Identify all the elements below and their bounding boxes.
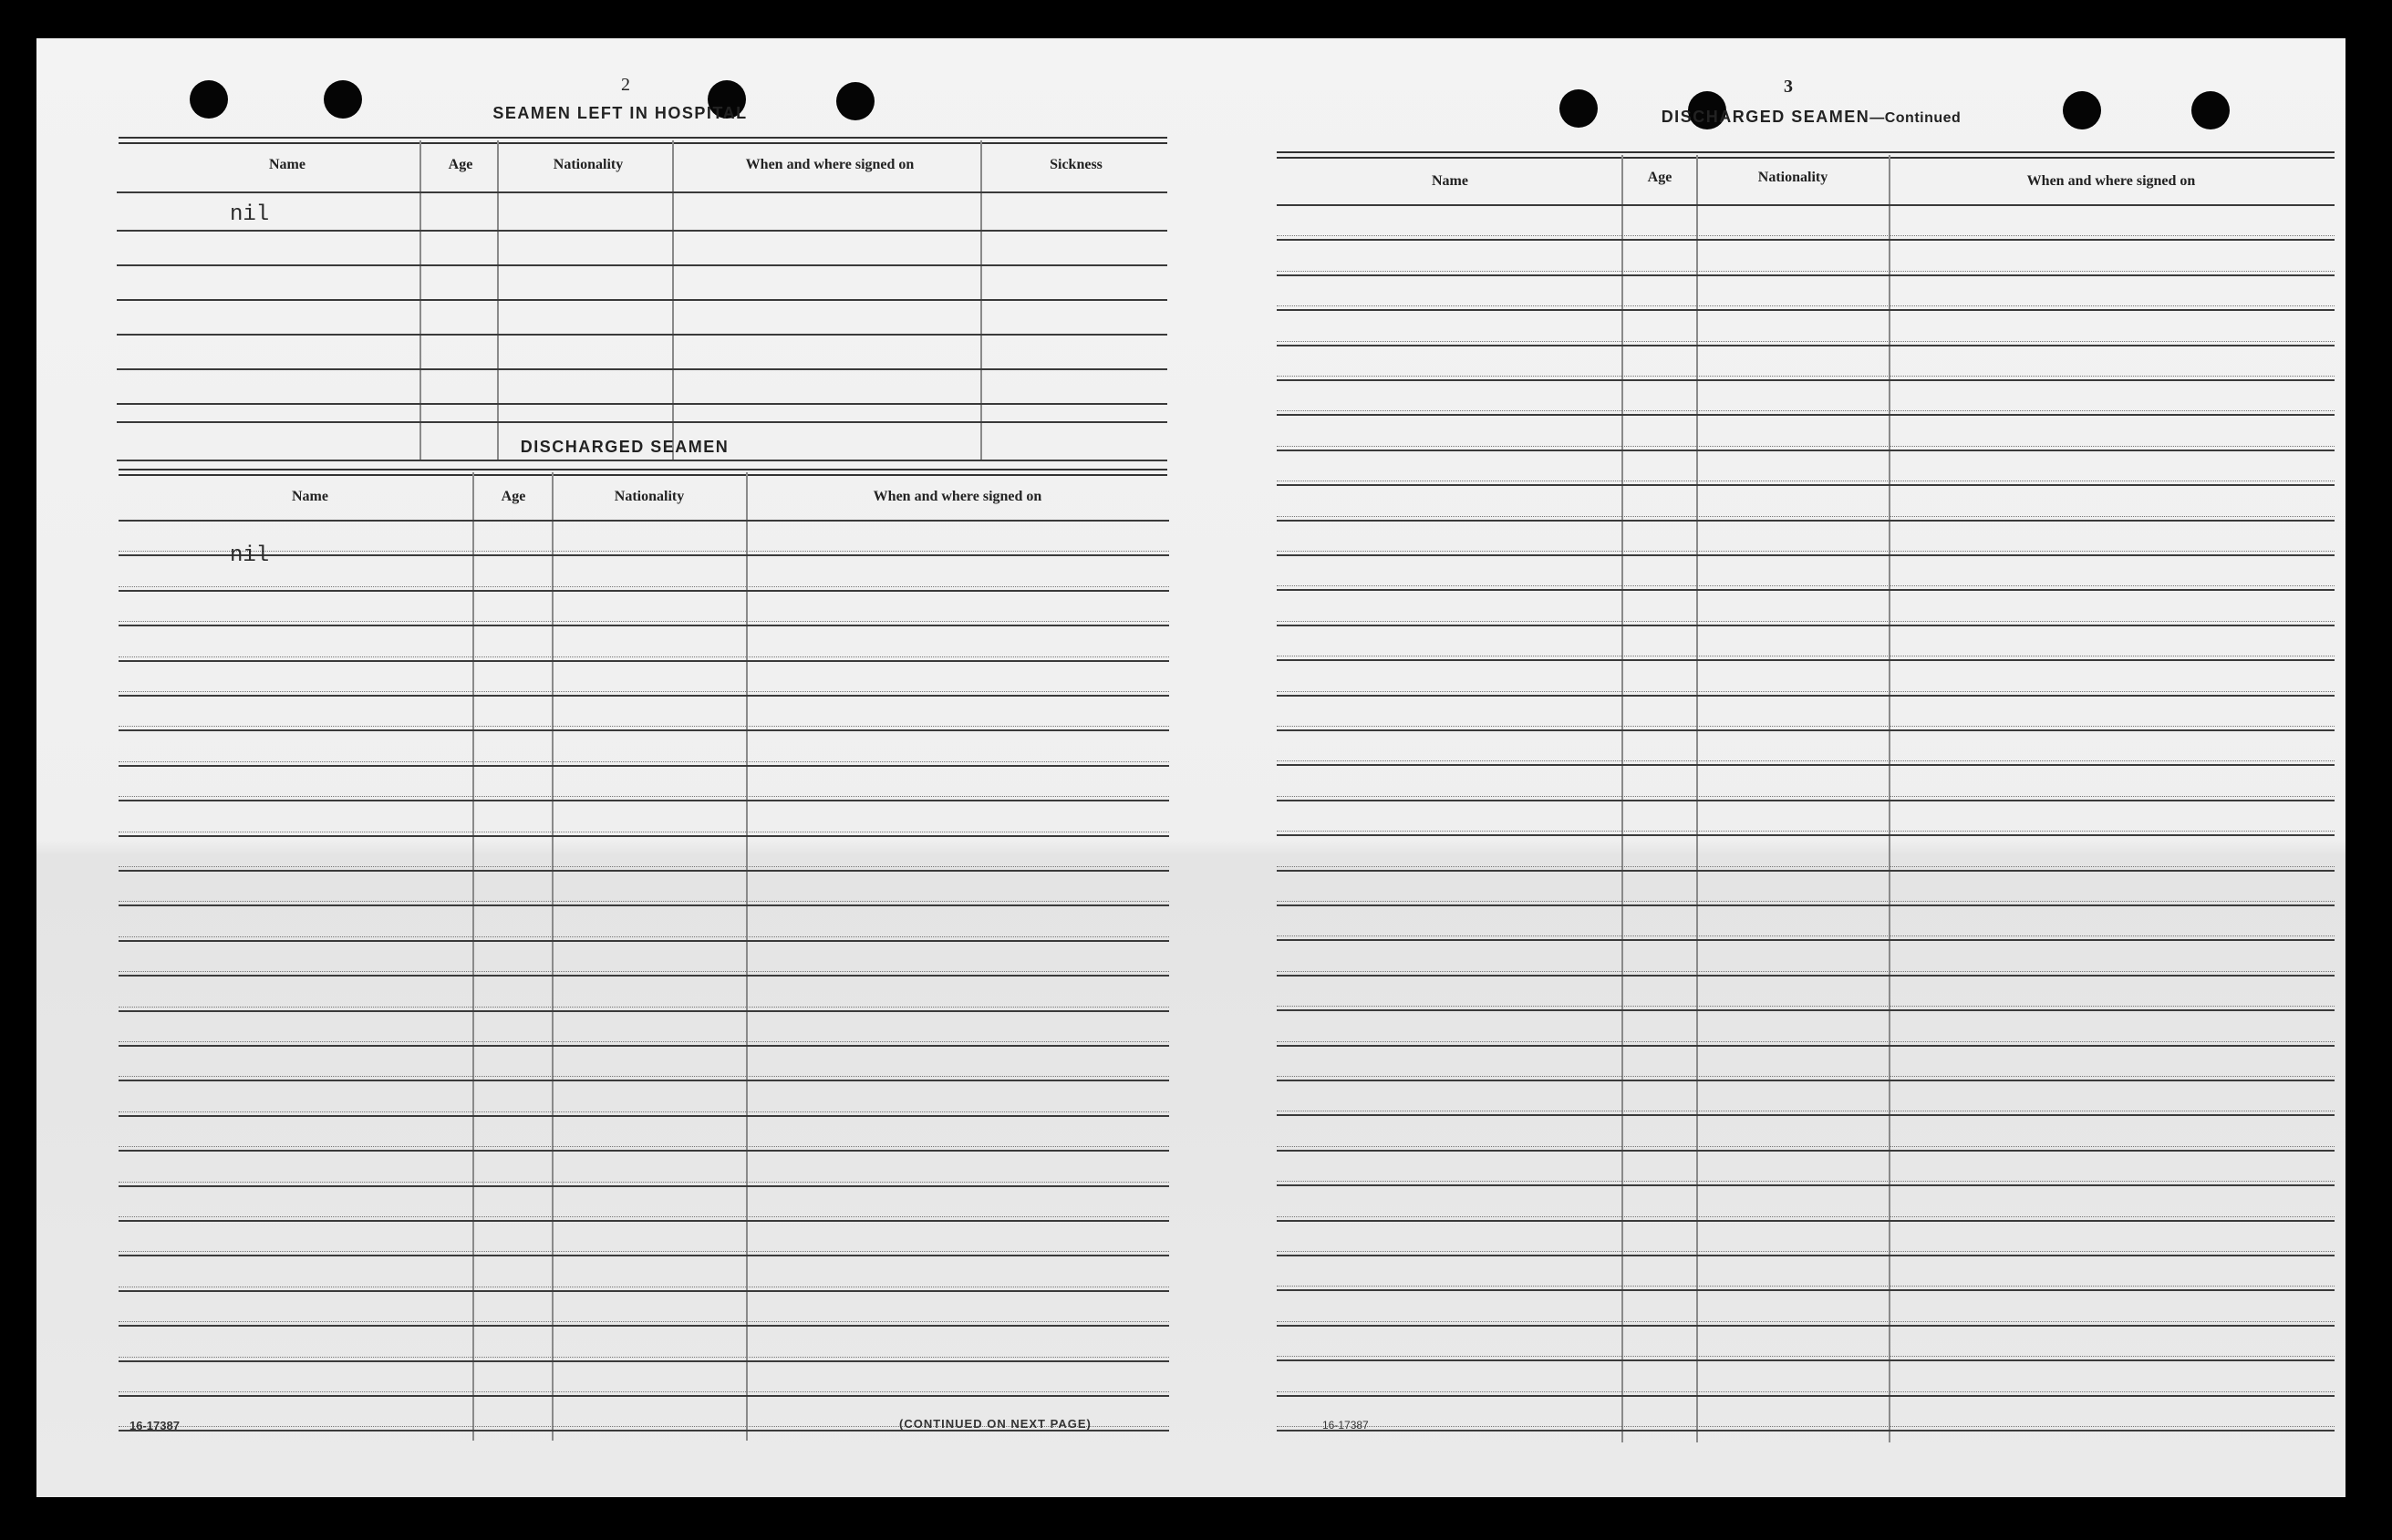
row-line — [119, 904, 1169, 906]
row-line — [1277, 1080, 2335, 1081]
column-divider — [552, 472, 554, 1441]
row-guide-line — [1277, 1391, 2335, 1392]
row-guide-line — [119, 1007, 1169, 1008]
row-line — [119, 1395, 1169, 1397]
column-divider — [980, 140, 982, 461]
row-line — [117, 230, 1167, 232]
row-line — [119, 1010, 1169, 1012]
row-guide-line — [1277, 305, 2335, 306]
row-guide-line — [119, 656, 1169, 657]
row-guide-line — [119, 1357, 1169, 1358]
col-header-age: Age — [501, 489, 526, 504]
row-line — [1277, 239, 2335, 241]
hospital-entry: nil — [230, 202, 270, 227]
col-header-name: Name — [1432, 173, 1468, 189]
row-line — [1277, 1255, 2335, 1256]
row-line — [1277, 695, 2335, 697]
row-line — [1277, 554, 2335, 556]
row-line — [119, 625, 1169, 626]
row-guide-line — [119, 726, 1169, 727]
col-header-name: Name — [292, 489, 328, 504]
row-guide-line — [119, 1216, 1169, 1217]
row-line — [119, 729, 1169, 731]
row-line — [1277, 659, 2335, 661]
row-guide-line — [119, 1251, 1169, 1252]
row-line — [119, 765, 1169, 767]
row-line — [119, 835, 1169, 837]
row-guide-line — [1277, 516, 2335, 517]
row-guide-line — [1277, 341, 2335, 342]
row-line — [119, 800, 1169, 801]
page-number: 2 — [621, 75, 630, 95]
row-guide-line — [119, 1041, 1169, 1042]
row-line — [119, 870, 1169, 872]
row-line — [1277, 1395, 2335, 1397]
row-line — [117, 334, 1167, 336]
row-line — [119, 660, 1169, 662]
row-guide-line — [1277, 621, 2335, 622]
row-guide-line — [119, 586, 1169, 587]
row-guide-line — [1277, 1321, 2335, 1322]
row-line — [119, 590, 1169, 592]
row-guide-line — [119, 551, 1169, 552]
col-header-nationality: Nationality — [614, 489, 685, 504]
column-divider — [672, 140, 674, 461]
title-main: DISCHARGED SEAMEN — [1661, 108, 1870, 126]
table-bottom-rule — [117, 460, 1167, 461]
header-rule — [119, 469, 1167, 476]
row-line — [1277, 274, 2335, 276]
row-line — [1277, 1114, 2335, 1116]
row-guide-line — [119, 691, 1169, 692]
row-guide-line — [1277, 691, 2335, 692]
row-guide-line — [1277, 585, 2335, 586]
row-guide-line — [1277, 901, 2335, 902]
column-divider — [472, 472, 474, 1441]
row-guide-line — [1277, 235, 2335, 236]
row-guide-line — [119, 1111, 1169, 1112]
form-number: 16-17387 — [129, 1419, 180, 1432]
row-line — [119, 554, 1169, 556]
row-guide-line — [1277, 726, 2335, 727]
row-guide-line — [119, 866, 1169, 867]
row-line — [1277, 729, 2335, 731]
row-guide-line — [1277, 1041, 2335, 1042]
row-line — [119, 1325, 1169, 1327]
row-guide-line — [1277, 1181, 2335, 1182]
row-guide-line — [1277, 410, 2335, 411]
row-line — [119, 1150, 1169, 1152]
row-guide-line — [119, 621, 1169, 622]
page-number: 3 — [1784, 77, 1793, 97]
row-line — [1277, 520, 2335, 522]
row-line — [117, 403, 1167, 405]
right-page — [1186, 38, 2345, 1497]
row-line — [1277, 484, 2335, 486]
row-guide-line — [1277, 831, 2335, 832]
row-line — [117, 299, 1167, 301]
row-guide-line — [1277, 866, 2335, 867]
row-guide-line — [1277, 1216, 2335, 1217]
row-line — [1277, 414, 2335, 416]
col-header-nationality: Nationality — [1757, 170, 1828, 185]
row-guide-line — [119, 971, 1169, 972]
row-guide-line — [1277, 1076, 2335, 1077]
row-guide-line — [1277, 446, 2335, 447]
title-suffix: —Continued — [1869, 110, 1962, 126]
row-line — [1277, 1430, 2335, 1431]
row-line — [119, 1080, 1169, 1081]
row-guide-line — [1277, 760, 2335, 761]
row-guide-line — [119, 1146, 1169, 1147]
row-line — [1277, 764, 2335, 766]
row-guide-line — [1277, 1006, 2335, 1007]
row-line — [1277, 870, 2335, 872]
row-line — [1277, 1009, 2335, 1011]
col-header-sickness: Sickness — [1050, 157, 1103, 172]
row-guide-line — [1277, 551, 2335, 552]
row-line — [1277, 939, 2335, 941]
row-line — [1277, 975, 2335, 977]
document-sheet — [36, 38, 2345, 1497]
row-line — [119, 1045, 1169, 1047]
row-guide-line — [1277, 271, 2335, 272]
row-line — [119, 1185, 1169, 1187]
section-title-discharged-continued — [1620, 108, 2003, 127]
row-line — [1277, 1220, 2335, 1222]
row-guide-line — [119, 1391, 1169, 1392]
header-rule — [1277, 151, 2335, 159]
col-header-name: Name — [269, 157, 305, 172]
row-guide-line — [1277, 796, 2335, 797]
row-guide-line — [119, 901, 1169, 902]
column-divider — [419, 140, 421, 461]
row-guide-line — [1277, 1426, 2335, 1427]
row-line — [117, 368, 1167, 370]
row-line — [1277, 589, 2335, 591]
row-line — [119, 940, 1169, 942]
row-line — [1277, 1045, 2335, 1047]
row-line — [1277, 834, 2335, 836]
row-guide-line — [1277, 935, 2335, 936]
row-line — [119, 1115, 1169, 1117]
row-line — [1277, 904, 2335, 906]
col-header-age: Age — [1647, 170, 1672, 185]
row-line — [119, 1220, 1169, 1222]
row-line — [119, 1290, 1169, 1292]
row-guide-line — [119, 796, 1169, 797]
row-line — [119, 695, 1169, 697]
row-guide-line — [1277, 1286, 2335, 1287]
row-guide-line — [1277, 1356, 2335, 1357]
row-line — [1277, 1289, 2335, 1291]
row-line — [1277, 800, 2335, 801]
header-rule — [119, 137, 1167, 144]
row-guide-line — [1277, 1146, 2335, 1147]
section-title-discharged: DISCHARGED SEAMEN — [520, 438, 730, 456]
row-guide-line — [1277, 1251, 2335, 1252]
row-line — [1277, 1325, 2335, 1327]
col-header-signed-on: When and where signed on — [873, 489, 1042, 504]
row-line — [119, 975, 1169, 977]
col-header-signed-on: When and where signed on — [745, 157, 915, 172]
row-line — [1277, 379, 2335, 381]
row-line — [119, 520, 1169, 522]
row-guide-line — [119, 936, 1169, 937]
left-page — [36, 38, 1186, 1497]
col-header-nationality: Nationality — [553, 157, 624, 172]
row-line — [1277, 1359, 2335, 1361]
row-guide-line — [119, 1182, 1169, 1183]
row-guide-line — [119, 1321, 1169, 1322]
continued-note: (CONTINUED ON NEXT PAGE) — [899, 1417, 1092, 1431]
row-line — [1277, 450, 2335, 451]
row-line — [117, 421, 1167, 423]
col-header-signed-on: When and where signed on — [2026, 173, 2196, 189]
column-divider — [746, 472, 748, 1441]
row-guide-line — [1277, 376, 2335, 377]
section-title-hospital: SEAMEN LEFT IN HOSPITAL — [492, 104, 748, 122]
row-guide-line — [119, 761, 1169, 762]
row-line — [1277, 309, 2335, 311]
row-line — [119, 1360, 1169, 1362]
discharged-entry: nil — [230, 543, 270, 568]
row-guide-line — [119, 1076, 1169, 1077]
row-line — [1277, 625, 2335, 626]
row-line — [119, 1255, 1169, 1256]
form-number: 16-17387 — [1322, 1419, 1369, 1431]
row-line — [1277, 345, 2335, 346]
row-line — [1277, 204, 2335, 206]
row-guide-line — [1277, 971, 2335, 972]
row-line — [1277, 1184, 2335, 1186]
row-line — [1277, 1150, 2335, 1152]
row-line — [117, 191, 1167, 193]
row-line — [117, 264, 1167, 266]
column-divider — [497, 140, 499, 461]
col-header-age: Age — [448, 157, 473, 172]
